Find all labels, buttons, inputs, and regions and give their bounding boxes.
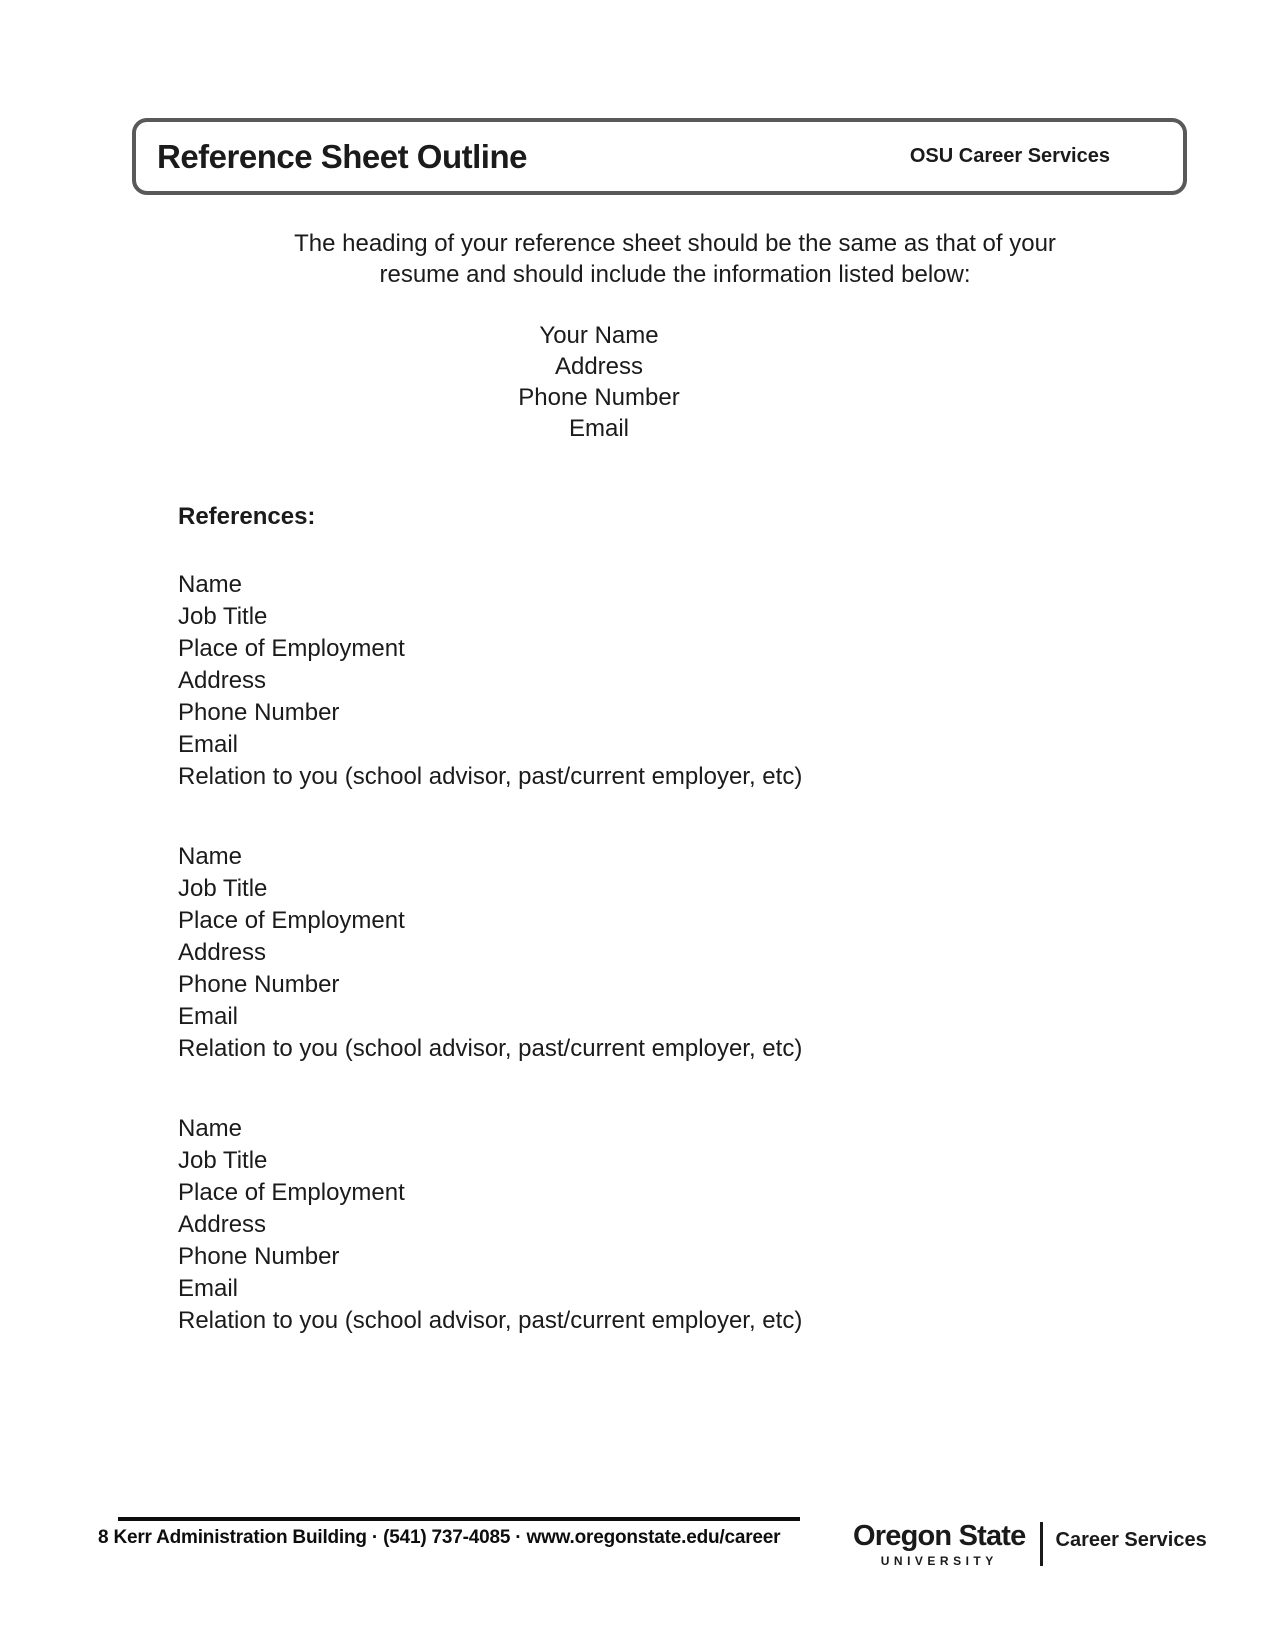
reference-block bbox=[178, 1113, 802, 1337]
reference-field: Place of Employment bbox=[178, 1179, 405, 1206]
logo-secondary-text: UNIVERSITY bbox=[880, 1554, 998, 1568]
reference-field: Email bbox=[178, 1275, 239, 1302]
reference-field: Place of Employment bbox=[178, 907, 405, 934]
footer-divider-line bbox=[118, 1517, 800, 1521]
reference-blocks bbox=[178, 569, 802, 1337]
osu-wordmark-left bbox=[853, 1520, 1026, 1568]
reference-field: Name bbox=[178, 843, 243, 870]
reference-field: Relation to you (school advisor, past/current employer, etc) bbox=[178, 763, 803, 790]
resume-heading-field: Address bbox=[554, 353, 644, 380]
reference-field: Job Title bbox=[178, 1147, 268, 1174]
resume-heading-field: Phone Number bbox=[518, 384, 680, 411]
reference-field: Relation to you (school advisor, past/current employer, etc) bbox=[178, 1035, 803, 1062]
title-banner bbox=[132, 118, 1187, 195]
reference-block bbox=[178, 569, 802, 793]
resume-heading-field: Your Name bbox=[539, 322, 659, 349]
page-title: Reference Sheet Outline bbox=[157, 137, 527, 175]
reference-field: Address bbox=[178, 939, 267, 966]
reference-field: Phone Number bbox=[178, 1243, 340, 1270]
reference-field: Address bbox=[178, 667, 267, 694]
logo-department-text: Career Services bbox=[1055, 1529, 1207, 1551]
resume-heading-fields bbox=[170, 320, 1028, 444]
resume-heading-field: Email bbox=[568, 415, 629, 442]
intro-line-2: resume and should include the information listed below: bbox=[379, 261, 971, 288]
footer-contact bbox=[98, 1517, 800, 1549]
footer-contact-text: 8 Kerr Administration Building · (541) 737-4085 · www.oregonstate.edu/career bbox=[98, 1527, 781, 1548]
reference-field: Email bbox=[178, 1003, 239, 1030]
reference-block bbox=[178, 841, 802, 1065]
logo-divider-line bbox=[1040, 1522, 1043, 1566]
reference-field: Place of Employment bbox=[178, 635, 405, 662]
reference-field: Phone Number bbox=[178, 971, 340, 998]
intro-line-1: The heading of your reference sheet should be the same as that of your bbox=[294, 230, 1056, 257]
reference-field: Phone Number bbox=[178, 699, 340, 726]
reference-field: Job Title bbox=[178, 603, 268, 630]
reference-field: Name bbox=[178, 1115, 243, 1142]
intro-paragraph bbox=[275, 228, 1075, 290]
reference-field: Address bbox=[178, 1211, 267, 1238]
header-org-label: OSU Career Services bbox=[909, 145, 1110, 167]
reference-field: Name bbox=[178, 571, 243, 598]
osu-wordmark bbox=[853, 1520, 1207, 1568]
logo-primary-text: Oregon State bbox=[853, 1520, 1026, 1552]
reference-field: Relation to you (school advisor, past/current employer, etc) bbox=[178, 1307, 803, 1334]
reference-field: Job Title bbox=[178, 875, 268, 902]
references-heading: References: bbox=[178, 503, 316, 530]
reference-field: Email bbox=[178, 731, 239, 758]
